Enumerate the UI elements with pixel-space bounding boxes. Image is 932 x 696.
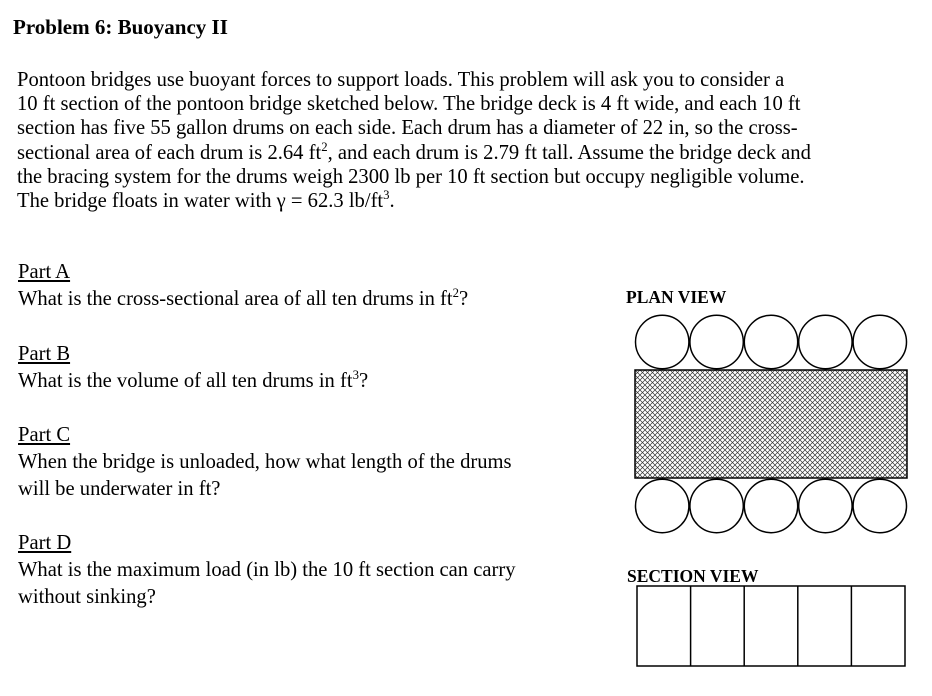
section-view-box xyxy=(637,586,905,666)
drum-top-5 xyxy=(853,315,906,368)
question-text: What is the cross-sectional area of all ten drums in ft xyxy=(18,288,453,310)
drum-bottom-4 xyxy=(799,479,852,532)
part-b-question xyxy=(18,368,608,395)
part-a-label: Part A xyxy=(18,261,71,283)
part-b-label: Part B xyxy=(18,343,71,365)
intro-text: The bridge floats in water with γ = 62.3 lb/ft xyxy=(17,190,384,213)
intro-line: Pontoon bridges use buoyant forces to support loads. This problem will ask you to consider a xyxy=(17,69,785,91)
intro-superscript: 2 xyxy=(321,139,328,154)
part-a xyxy=(18,259,608,313)
question-superscript: 3 xyxy=(352,368,359,383)
question-text: ? xyxy=(358,370,369,392)
question-superscript: 2 xyxy=(452,286,460,301)
drum-top-1 xyxy=(636,315,689,368)
part-a-question xyxy=(18,286,608,313)
plan-view-top-drums xyxy=(636,315,907,368)
drum-bottom-5 xyxy=(853,479,906,532)
plan-view-label: PLAN VIEW xyxy=(626,287,727,307)
part-b xyxy=(18,341,608,395)
part-c-question-line: When the bridge is unloaded, how what length of the drums xyxy=(18,451,512,473)
intro-line xyxy=(17,189,929,213)
part-c-question-line: will be underwater in ft? xyxy=(18,478,221,500)
part-d xyxy=(18,530,608,611)
question-text: What is the volume of all ten drums in ft xyxy=(18,370,353,392)
drum-top-4 xyxy=(799,315,852,368)
part-d-question-line: without sinking? xyxy=(18,586,156,608)
intro-superscript: 3 xyxy=(383,188,390,203)
intro-text: sectional area of each drum is 2.64 ft xyxy=(17,141,322,164)
intro-text: , and each drum is 2.79 ft tall. Assume the bridge deck and xyxy=(327,141,811,164)
intro-line: section has five 55 gallon drums on each side. Each drum has a diameter of 22 in, so the cross- xyxy=(17,117,798,140)
section-view-label: SECTION VIEW xyxy=(627,566,759,586)
drum-bottom-1 xyxy=(636,479,689,532)
part-c-label: Part C xyxy=(18,424,71,446)
plan-view-bottom-drums xyxy=(636,479,907,532)
section-view-outline xyxy=(637,586,905,666)
drum-bottom-3 xyxy=(744,479,797,532)
part-d-question-line: What is the maximum load (in lb) the 10 ft section can carry xyxy=(18,559,516,581)
intro-line xyxy=(17,141,929,165)
bridge-deck xyxy=(635,370,907,478)
problem-intro xyxy=(17,68,929,213)
intro-line: the bracing system for the drums weigh 2300 lb per 10 ft section but occupy negligible volume. xyxy=(17,165,805,188)
part-c xyxy=(18,422,608,503)
intro-text: . xyxy=(389,190,395,213)
drum-bottom-2 xyxy=(690,479,743,532)
question-text: ? xyxy=(459,288,469,310)
pontoon-diagram xyxy=(620,300,920,672)
drum-top-3 xyxy=(744,315,797,368)
drum-top-2 xyxy=(690,315,743,368)
problem-title: Problem 6: Buoyancy II xyxy=(13,15,228,39)
intro-line: 10 ft section of the pontoon bridge sketched below. The bridge deck is 4 ft wide, and each 10 ft xyxy=(17,93,801,116)
part-d-label: Part D xyxy=(18,532,72,554)
